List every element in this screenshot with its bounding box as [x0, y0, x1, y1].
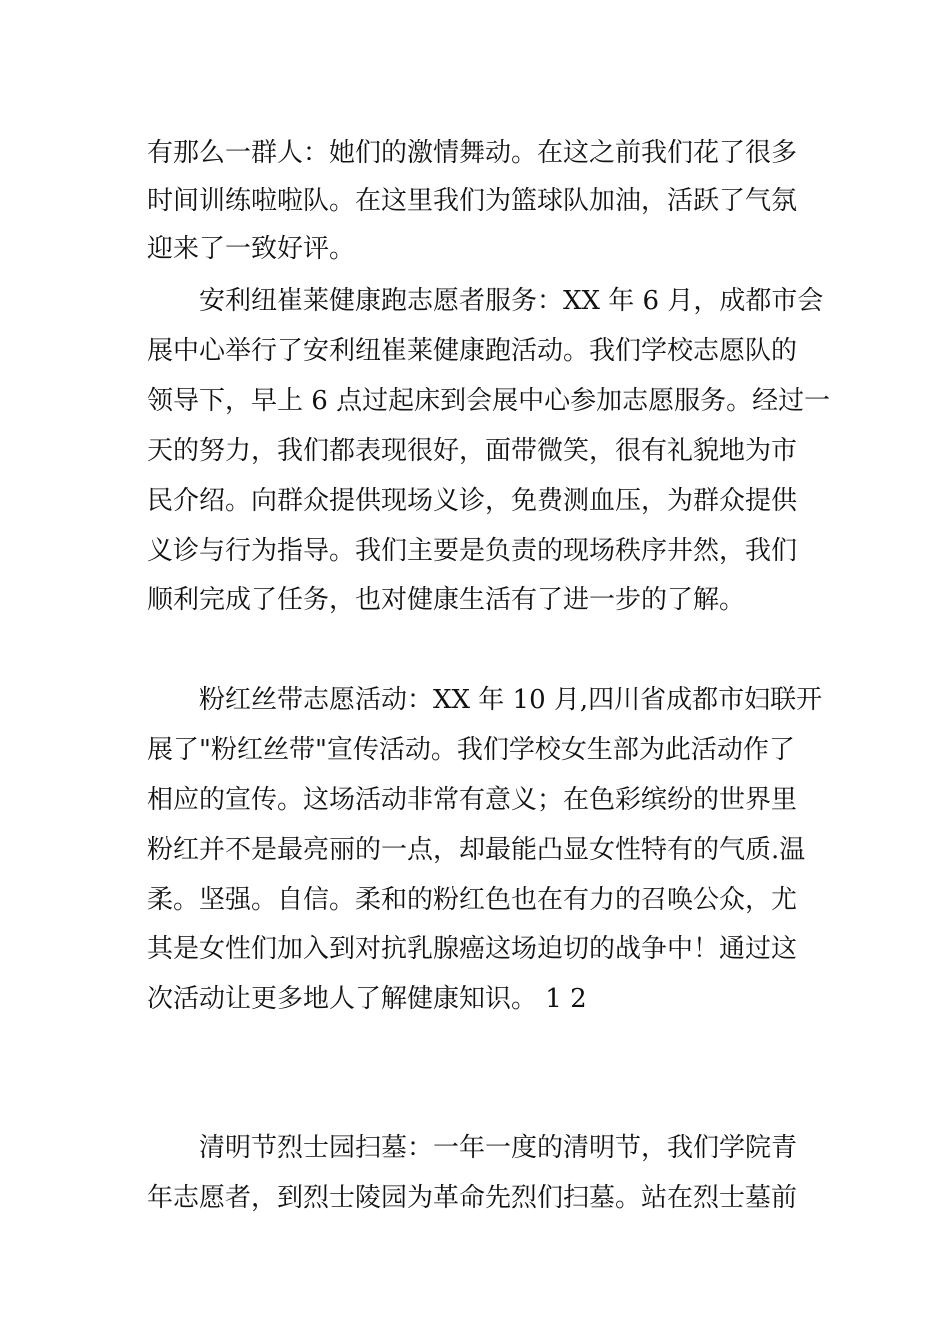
text-line: 时间训练啦啦队。在这里我们为篮球队加油，活跃了气氛 — [147, 186, 798, 216]
text-line: 次活动让更多地人了解健康知识。 1 2 — [147, 984, 587, 1014]
text-line: 展了"粉红丝带"宣传活动。我们学校女生部为此活动作了 — [147, 735, 795, 765]
text-line: 粉红并不是最亮丽的一点，却最能凸显女性特有的气质.温 — [147, 835, 806, 865]
text-line: 柔。坚强。自信。柔和的粉红色也在有力的召唤公众，尤 — [147, 885, 798, 915]
text-line: 清明节烈士园扫墓：一年一度的清明节，我们学院青 — [199, 1133, 798, 1163]
text-line: 有那么一群人：她们的激情舞动。在这之前我们花了很多 — [147, 138, 798, 168]
text-line: 迎来了一致好评。 — [147, 234, 356, 264]
text-line: 相应的宣传。这场活动非常有意义；在色彩缤纷的世界里 — [147, 785, 798, 815]
text-line: 天的努力，我们都表现很好，面带微笑，很有礼貌地为市 — [147, 436, 798, 466]
text-line: 其是女性们加入到对抗乳腺癌这场迫切的战争中！通过这 — [147, 934, 798, 964]
text-line: 年志愿者，到烈士陵园为革命先烈们扫墓。站在烈士墓前 — [147, 1183, 798, 1213]
text-line: 义诊与行为指导。我们主要是负责的现场秩序井然，我们 — [147, 536, 798, 566]
text-line: 民介绍。向群众提供现场义诊，免费测血压，为群众提供 — [147, 486, 798, 516]
text-line: 粉红丝带志愿活动：XX 年 10 月,四川省成都市妇联开 — [199, 685, 823, 715]
text-line: 安利纽崔莱健康跑志愿者服务：XX 年 6 月，成都市会 — [199, 286, 824, 316]
text-line: 领导下，早上 6 点过起床到会展中心参加志愿服务。经过一 — [147, 386, 831, 416]
text-line: 展中心举行了安利纽崔莱健康跑活动。我们学校志愿队的 — [147, 336, 798, 366]
text-line: 顺利完成了任务，也对健康生活有了进一步的了解。 — [147, 585, 746, 615]
